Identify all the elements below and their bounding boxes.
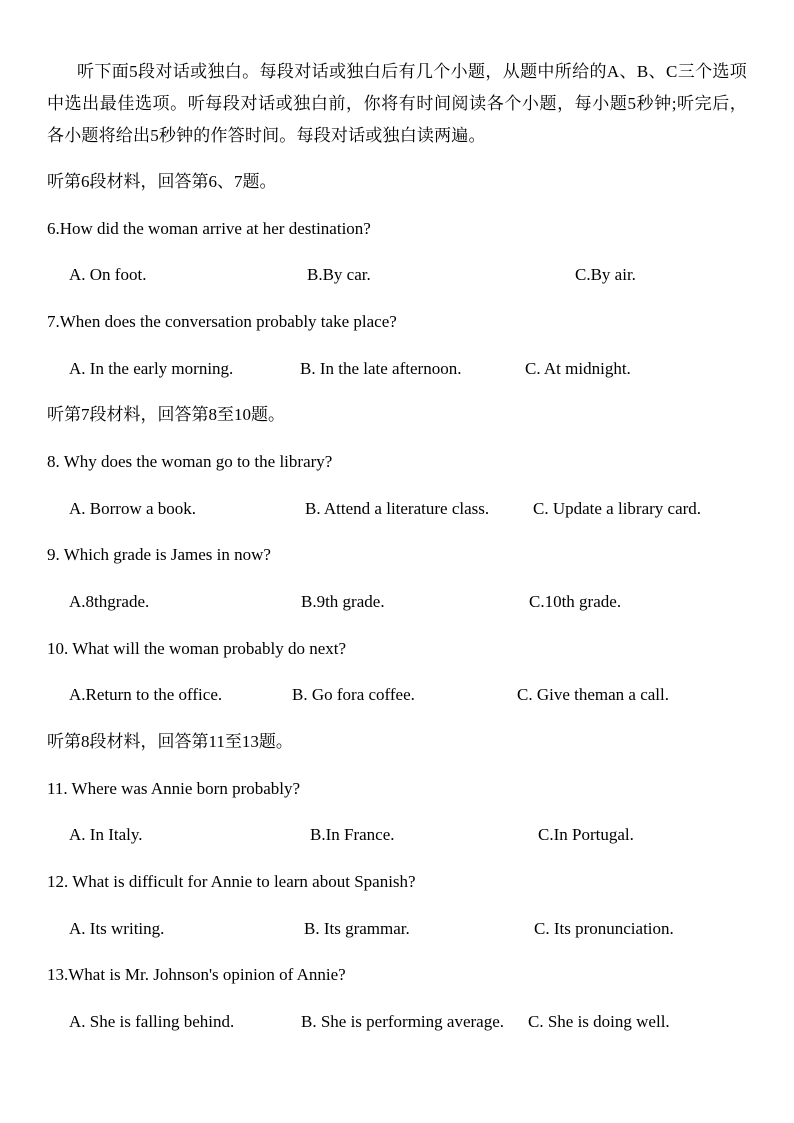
question-stem: 7.When does the conversation probably take place? xyxy=(47,312,397,331)
question-stem: 12. What is difficult for Annie to learn about Spanish? xyxy=(47,872,416,891)
option-b[interactable]: B. Its grammar. xyxy=(304,919,410,938)
option-a[interactable]: A.Return to the office. xyxy=(69,685,223,704)
option-c[interactable]: C.10th grade. xyxy=(529,592,622,611)
question-stem: 10. What will the woman probably do next? xyxy=(47,639,347,658)
section-heading: 听第7段材料，回答第8至10题。 xyxy=(47,405,285,424)
option-b[interactable]: B.By car. xyxy=(307,265,371,284)
option-b[interactable]: B.9th grade. xyxy=(301,592,385,611)
option-b[interactable]: B. In the late afternoon. xyxy=(300,359,462,378)
instructions-paragraph: 听下面5段对话或独白。每段对话或独白后有几个小题，从题中所给的A、B、C三个选项中选出最佳选项。听每段对话或独白前，你将有时间阅读各个小题，每小题5秒钟;听完后，各小题将给出5秒钟的作答时间。每段对话或独白读两遍。 xyxy=(47,62,747,145)
section-heading: 听第6段材料，回答第6、7题。 xyxy=(47,172,277,191)
question-stem: 13.What is Mr. Johnson's opinion of Annie? xyxy=(47,965,346,984)
option-a[interactable]: A. In the early morning. xyxy=(69,359,234,378)
option-a[interactable]: A. She is falling behind. xyxy=(69,1012,235,1031)
option-a[interactable]: A. Its writing. xyxy=(69,919,165,938)
option-a[interactable]: A. On foot. xyxy=(69,265,147,284)
option-b[interactable]: B.In France. xyxy=(310,825,395,844)
option-b[interactable]: B. Attend a literature class. xyxy=(305,499,490,518)
question-stem: 8. Why does the woman go to the library? xyxy=(47,452,333,471)
option-a[interactable]: A. Borrow a book. xyxy=(69,499,197,518)
option-c[interactable]: C. Give theman a call. xyxy=(517,685,670,704)
option-a[interactable]: A.8thgrade. xyxy=(69,592,150,611)
option-c[interactable]: C.In Portugal. xyxy=(538,825,634,844)
option-c[interactable]: C. Update a library card. xyxy=(533,499,702,518)
question-stem: 11. Where was Annie born probably? xyxy=(47,779,301,798)
option-c[interactable]: C. She is doing well. xyxy=(528,1012,670,1031)
question-stem: 6.How did the woman arrive at her destination? xyxy=(47,219,371,238)
section-heading: 听第8段材料，回答第11至13题。 xyxy=(47,732,293,751)
option-b[interactable]: B. She is performing average. xyxy=(301,1012,504,1031)
option-c[interactable]: C. At midnight. xyxy=(525,359,631,378)
option-b[interactable]: B. Go fora coffee. xyxy=(292,685,415,704)
question-stem: 9. Which grade is James in now? xyxy=(47,545,271,564)
option-c[interactable]: C.By air. xyxy=(575,265,636,284)
option-c[interactable]: C. Its pronunciation. xyxy=(534,919,674,938)
option-a[interactable]: A. In Italy. xyxy=(69,825,143,844)
